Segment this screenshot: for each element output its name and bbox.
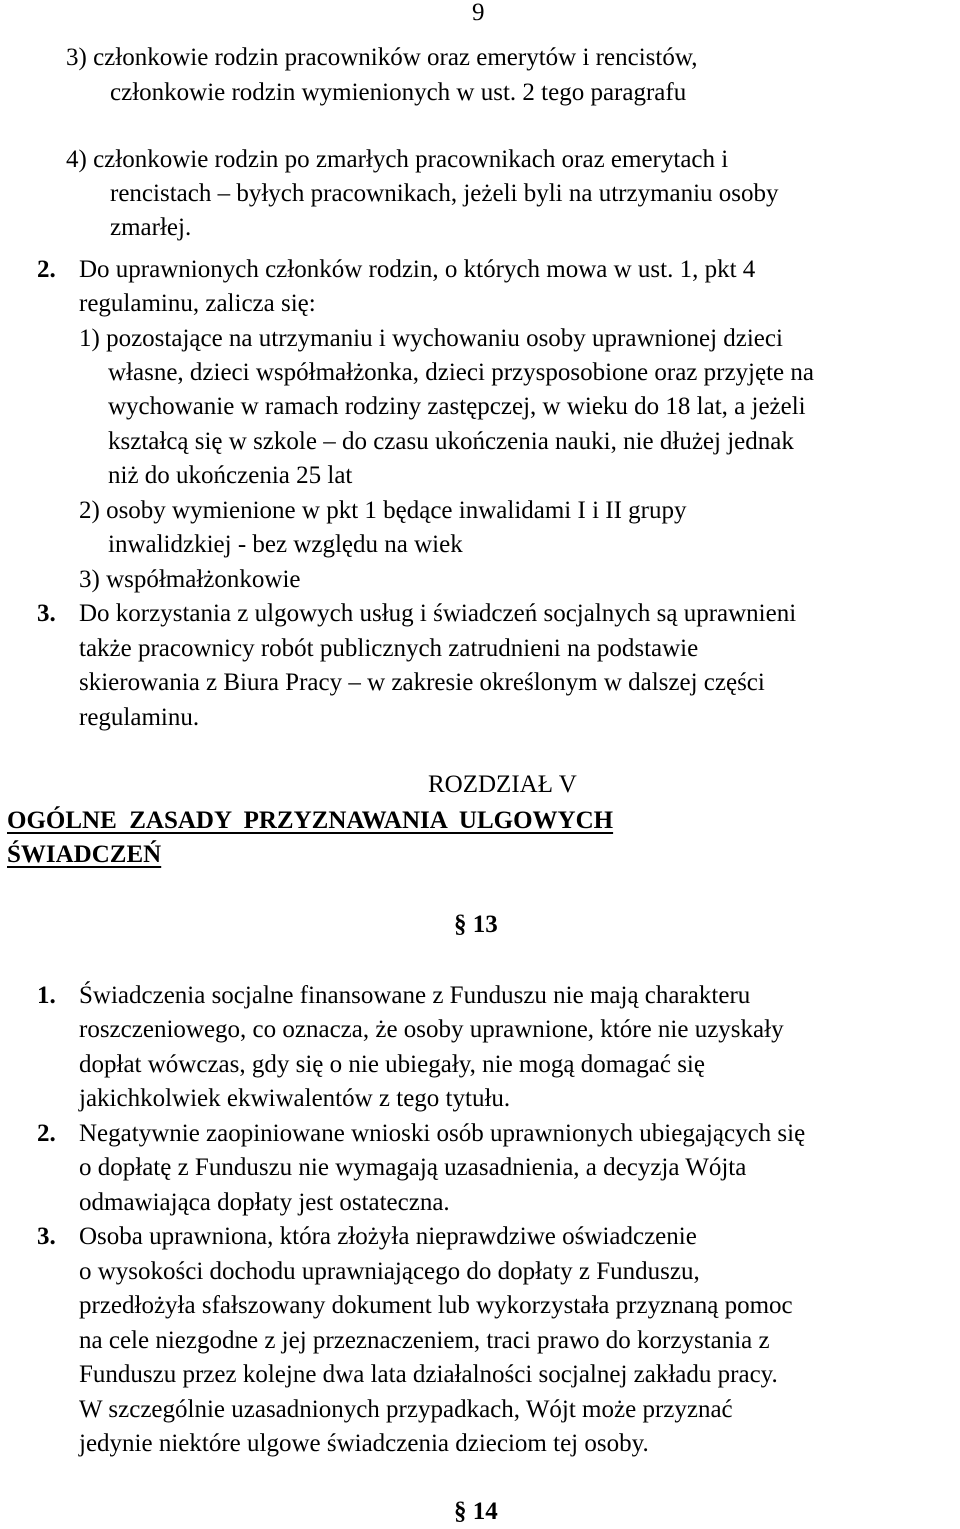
paragraph-line: skierowania z Biura Pracy – w zakresie określonym w dalszej części bbox=[79, 669, 765, 696]
paragraph-line: Negatywnie zaopiniowane wnioski osób uprawnionych ubiegających się bbox=[79, 1120, 806, 1147]
sub-item-line: kształcą się w szkole – do czasu ukończenia nauki, nie dłużej jednak bbox=[108, 428, 794, 455]
paragraph-line: W szczególnie uzasadnionych przypadkach, Wójt może przyznać bbox=[79, 1396, 733, 1423]
section-heading: § 13 bbox=[454, 911, 498, 938]
paragraph-line: Świadczenia socjalne finansowane z Funduszu nie mają charakteru bbox=[79, 982, 751, 1009]
paragraph-line: przedłożyła sfałszowany dokument lub wykorzystała przyznaną pomoc bbox=[79, 1292, 793, 1319]
sub-item-line: 1) pozostające na utrzymaniu i wychowaniu osoby uprawnionej dzieci bbox=[79, 325, 783, 352]
paragraph-number: 3. bbox=[37, 600, 56, 627]
paragraph-line: jakichkolwiek ekwiwalentów z tego tytułu. bbox=[79, 1085, 511, 1112]
paragraph-line: odmawiająca dopłaty jest ostateczna. bbox=[79, 1189, 450, 1216]
paragraph-line: Osoba uprawniona, która złożyła nieprawdziwe oświadczenie bbox=[79, 1223, 697, 1250]
list-item-line: członkowie rodzin wymienionych w ust. 2 tego paragrafu bbox=[110, 79, 687, 106]
sub-item-line: 3) współmałżonkowie bbox=[79, 566, 301, 593]
paragraph-line: roszczeniowego, co oznacza, że osoby uprawnione, które nie uzyskały bbox=[79, 1016, 784, 1043]
paragraph-line: Do korzystania z ulgowych usług i świadczeń socjalnych są uprawnieni bbox=[79, 600, 797, 627]
sub-item-line: własne, dzieci współmałżonka, dzieci przysposobione oraz przyjęte na bbox=[108, 359, 814, 386]
paragraph-number: 2. bbox=[37, 1120, 56, 1147]
page-number: 9 bbox=[472, 0, 485, 26]
paragraph-line: regulaminu. bbox=[79, 704, 200, 731]
list-item-line: zmarłej. bbox=[110, 214, 192, 241]
sub-item-line: wychowanie w ramach rodziny zastępczej, w wieku do 18 lat, a jeżeli bbox=[108, 393, 806, 420]
list-item-line: 4) członkowie rodzin po zmarłych pracownikach oraz emerytach i bbox=[66, 146, 729, 173]
chapter-label: ROZDZIAŁ V bbox=[428, 771, 577, 798]
paragraph-number: 3. bbox=[37, 1223, 56, 1250]
sub-item-line: niż do ukończenia 25 lat bbox=[108, 462, 353, 489]
paragraph-line: Funduszu przez kolejne dwa lata działalności socjalnej zakładu pracy. bbox=[79, 1361, 778, 1388]
paragraph-number: 1. bbox=[37, 982, 56, 1009]
section-heading: § 14 bbox=[454, 1498, 498, 1525]
chapter-title: ŚWIADCZEŃ bbox=[7, 841, 162, 868]
sub-item-line: inwalidzkiej - bez względu na wiek bbox=[108, 531, 463, 558]
paragraph-line: o wysokości dochodu uprawniającego do dopłaty z Funduszu, bbox=[79, 1258, 700, 1285]
paragraph-line: na cele niezgodne z jej przeznaczeniem, traci prawo do korzystania z bbox=[79, 1327, 770, 1354]
paragraph-line: dopłat wówczas, gdy się o nie ubiegały, nie mogą domagać się bbox=[79, 1051, 705, 1078]
list-item-line: 3) członkowie rodzin pracowników oraz emerytów i rencistów, bbox=[66, 44, 698, 71]
paragraph-line: Do uprawnionych członków rodzin, o których mowa w ust. 1, pkt 4 bbox=[79, 256, 756, 283]
paragraph-line: regulaminu, zalicza się: bbox=[79, 290, 316, 317]
paragraph-line: o dopłatę z Funduszu nie wymagają uzasadnienia, a decyzja Wójta bbox=[79, 1154, 747, 1181]
chapter-title: OGÓLNE ZASADY PRZYZNAWANIA ULGOWYCH bbox=[7, 807, 614, 834]
list-item-line: rencistach – byłych pracownikach, jeżeli byli na utrzymaniu osoby bbox=[110, 180, 779, 207]
sub-item-line: 2) osoby wymienione w pkt 1 będące inwalidami I i II grupy bbox=[79, 497, 687, 524]
paragraph-line: także pracownicy robót publicznych zatrudnieni na podstawie bbox=[79, 635, 699, 662]
paragraph-line: jedynie niektóre ulgowe świadczenia dzieciom tej osoby. bbox=[79, 1430, 649, 1457]
paragraph-number: 2. bbox=[37, 256, 56, 283]
